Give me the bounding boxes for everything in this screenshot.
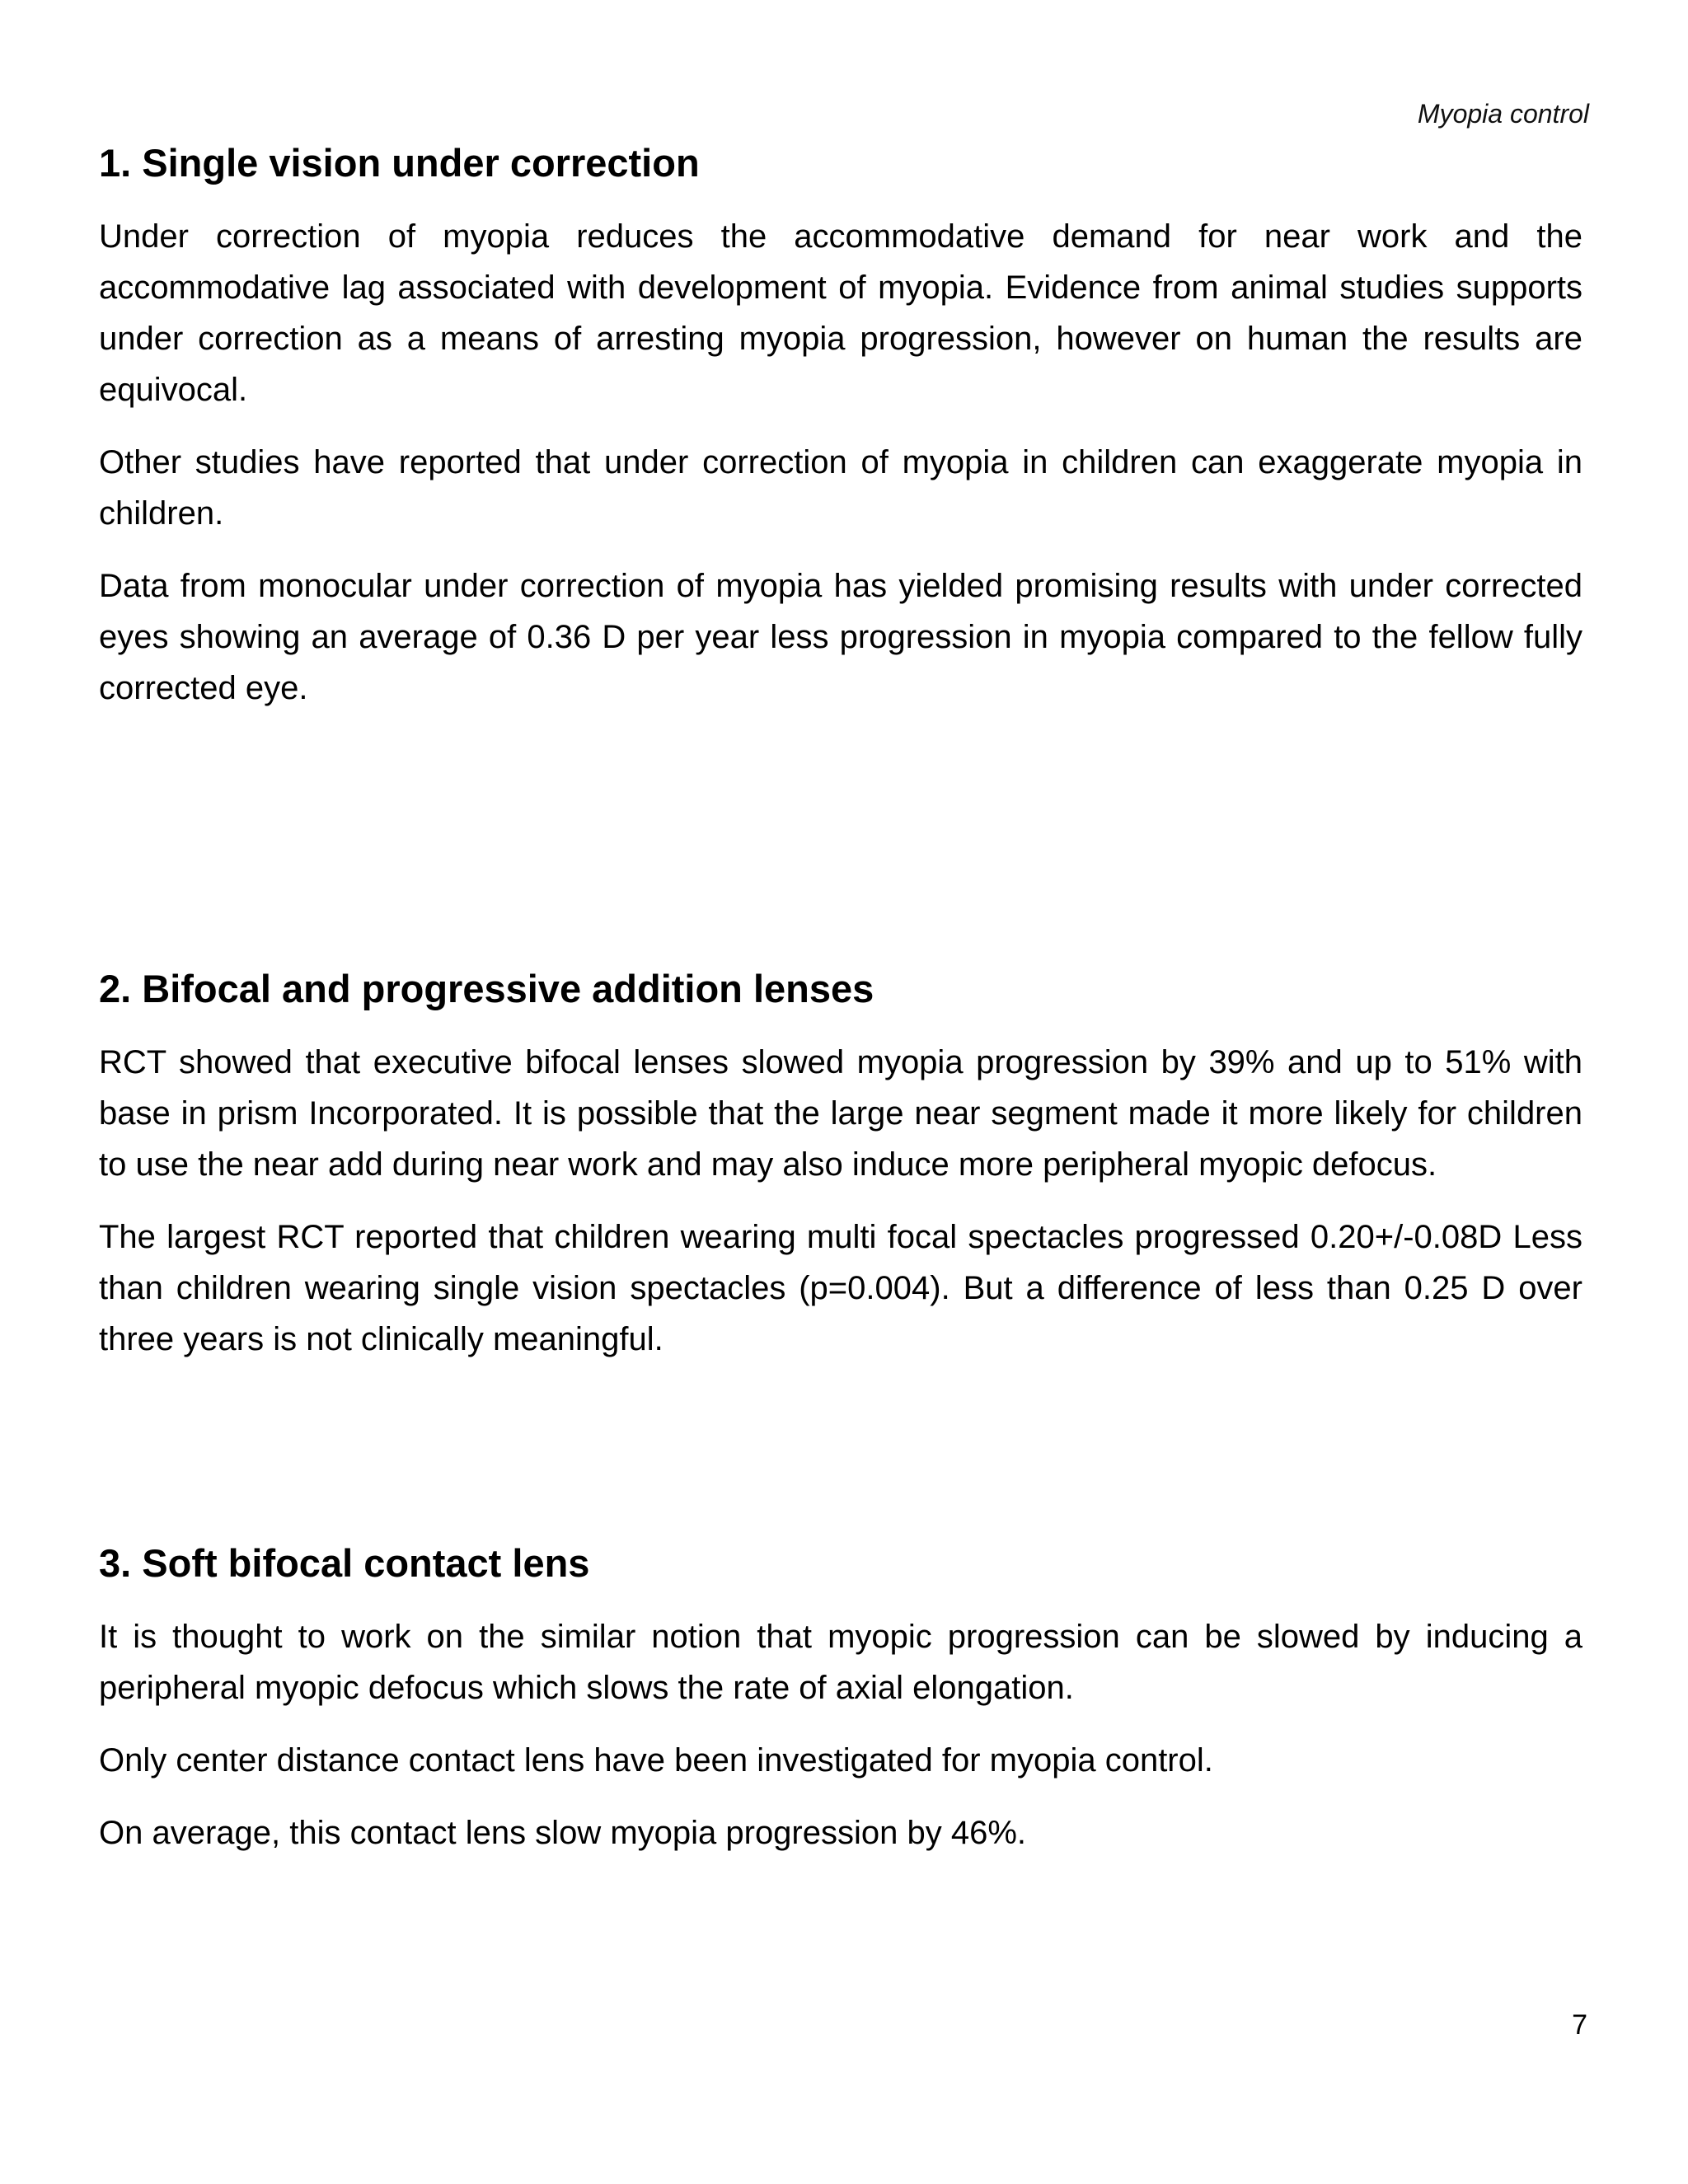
paragraph: Under correction of myopia reduces the accommodative demand for near work and the accommodative lag associated with development of myopia. Evidence from animal studies supports under correction as a means of arresting myopia progression, however on human the results are equivocal. <box>99 218 1582 408</box>
section-soft-bifocal-contact-lens <box>99 1539 1582 1858</box>
running-header: Myopia control <box>1417 99 1589 129</box>
paragraph: RCT showed that executive bifocal lenses slowed myopia progression by 39% and up to 51% with base in prism Incorporated. It is possible that the large near segment made it more likely for children to use the near add during near work and may also induce more peripheral myopic defocus. <box>99 1044 1582 1183</box>
section-single-vision-under-correction <box>99 138 1582 714</box>
paragraph: On average, this contact lens slow myopia progression by 46%. <box>99 1815 1027 1851</box>
section-title: 2. Bifocal and progressive addition lenses <box>99 967 874 1010</box>
section-title: 3. Soft bifocal contact lens <box>99 1541 590 1585</box>
section-title: 1. Single vision under correction <box>99 141 700 185</box>
paragraph: Data from monocular under correction of myopia has yielded promising results with under corrected eyes showing an average of 0.36 D per year less progression in myopia compared to the fellow fully corrected eye. <box>99 568 1582 706</box>
paragraph: It is thought to work on the similar notion that myopic progression can be slowed by inducing a peripheral myopic defocus which slows the rate of axial elongation. <box>99 1619 1582 1706</box>
page-number: 7 <box>1572 2009 1587 2041</box>
paragraph: Other studies have reported that under correction of myopia in children can exaggerate myopia in children. <box>99 444 1582 532</box>
paragraph: The largest RCT reported that children wearing multi focal spectacles progressed 0.20+/-0.08D Less than children wearing single vision spectacles (p=0.004). But a difference of less than 0.25 D over three years is not clinically meaningful. <box>99 1219 1582 1357</box>
paragraph: Only center distance contact lens have been investigated for myopia control. <box>99 1742 1213 1779</box>
section-bifocal-progressive-lenses <box>99 964 1582 1365</box>
